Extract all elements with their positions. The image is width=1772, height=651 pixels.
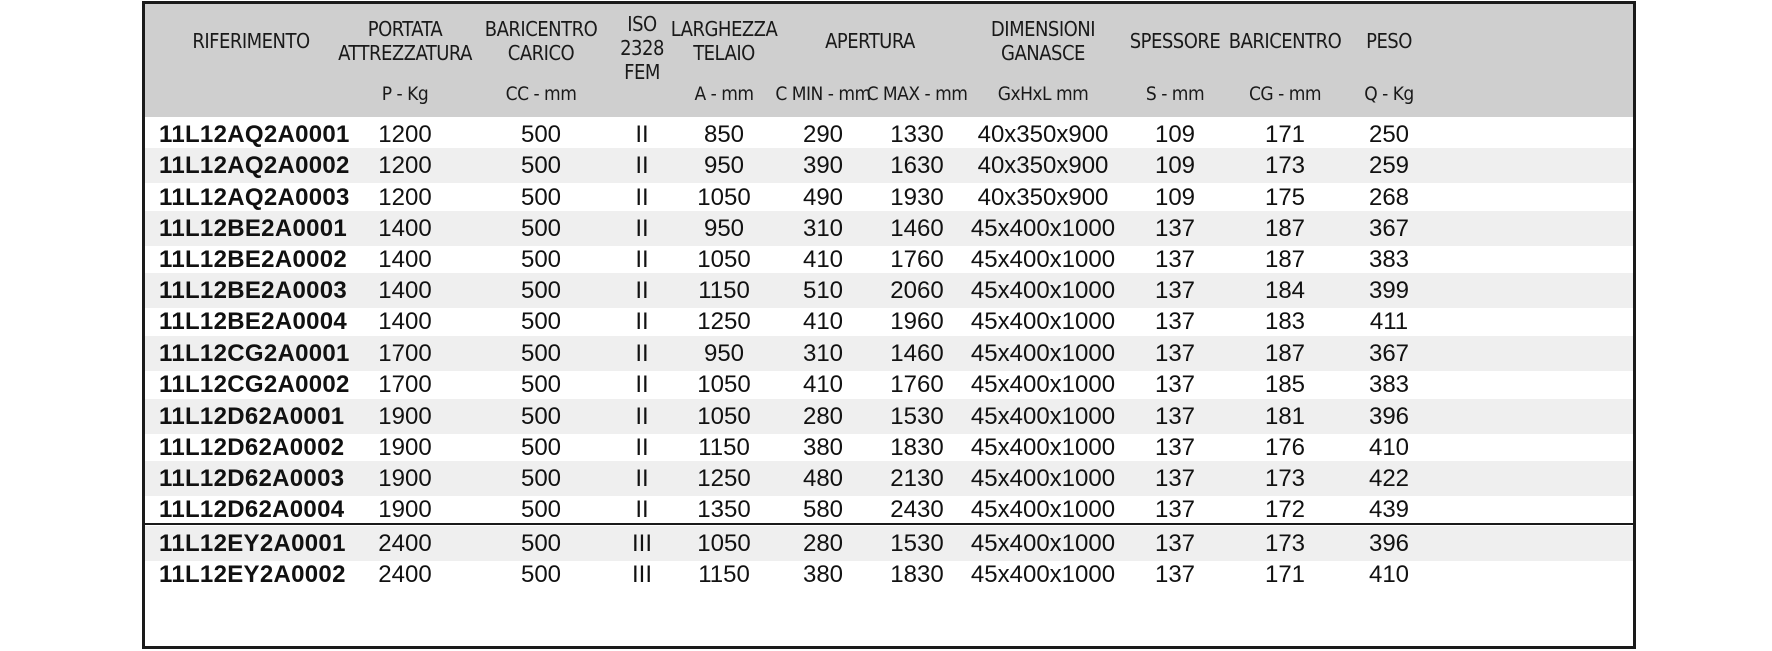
- cell-weight: 396: [1368, 402, 1410, 430]
- cell-center-of-gravity: 184: [1264, 276, 1306, 304]
- cell-iso-class: II: [635, 245, 649, 273]
- cell-center-of-gravity: 173: [1264, 529, 1306, 557]
- unit-weight: Q - Kg: [1364, 83, 1414, 105]
- table-row: [145, 242, 1633, 277]
- cell-reference: 11L12BE2A0001: [159, 214, 348, 242]
- header-thickness: SPESSORE: [1129, 29, 1221, 53]
- cell-center-of-gravity: 187: [1264, 245, 1306, 273]
- cell-opening-min: 380: [802, 433, 844, 461]
- cell-thickness: 137: [1154, 560, 1196, 588]
- cell-thickness: 137: [1154, 307, 1196, 335]
- cell-thickness: 137: [1154, 214, 1196, 242]
- cell-frame-width: 1250: [697, 307, 751, 335]
- cell-opening-min: 410: [802, 370, 844, 398]
- table-row: [145, 461, 1633, 496]
- table-row: [145, 492, 1633, 527]
- cell-jaw-dimensions: 45x400x1000: [970, 245, 1116, 273]
- cell-reference: 11L12BE2A0003: [159, 276, 348, 304]
- unit-capacity: P - Kg: [381, 83, 429, 105]
- unit-frame-width: A - mm: [694, 83, 754, 105]
- cell-jaw-dimensions: 45x400x1000: [970, 495, 1116, 523]
- cell-thickness: 137: [1154, 402, 1196, 430]
- cell-opening-min: 580: [802, 495, 844, 523]
- cell-weight: 250: [1368, 120, 1410, 148]
- cell-opening-max: 2430: [890, 495, 944, 523]
- cell-jaw-dimensions: 45x400x1000: [970, 214, 1116, 242]
- cell-jaw-dimensions: 40x350x900: [977, 183, 1109, 211]
- cell-thickness: 109: [1154, 151, 1196, 179]
- cell-capacity: 1900: [378, 464, 432, 492]
- table-row: [145, 273, 1633, 308]
- cell-iso-class: II: [635, 276, 649, 304]
- cell-weight: 383: [1368, 370, 1410, 398]
- cell-iso-class: II: [635, 339, 649, 367]
- cell-load-center: 500: [520, 276, 562, 304]
- cell-frame-width: 950: [703, 214, 745, 242]
- header-iso-class: ISO 2328 FEM: [620, 12, 664, 84]
- cell-opening-min: 280: [802, 529, 844, 557]
- cell-jaw-dimensions: 45x400x1000: [970, 339, 1116, 367]
- cell-capacity: 1400: [378, 214, 432, 242]
- cell-iso-class: III: [631, 560, 652, 588]
- table-row: [145, 430, 1633, 465]
- cell-load-center: 500: [520, 245, 562, 273]
- cell-jaw-dimensions: 45x400x1000: [970, 464, 1116, 492]
- cell-reference: 11L12EY2A0002: [159, 560, 346, 588]
- cell-thickness: 137: [1154, 370, 1196, 398]
- cell-frame-width: 1050: [697, 402, 751, 430]
- cell-center-of-gravity: 171: [1264, 120, 1306, 148]
- table-row: [145, 399, 1633, 434]
- cell-iso-class: II: [635, 120, 649, 148]
- cell-opening-min: 390: [802, 151, 844, 179]
- header-jaw-dimensions: DIMENSIONI GANASCE: [990, 17, 1096, 65]
- cell-load-center: 500: [520, 560, 562, 588]
- header-capacity: PORTATA ATTREZZATURA: [338, 17, 472, 65]
- cell-thickness: 109: [1154, 183, 1196, 211]
- cell-capacity: 1400: [378, 276, 432, 304]
- cell-thickness: 137: [1154, 464, 1196, 492]
- cell-capacity: 1400: [378, 245, 432, 273]
- cell-thickness: 137: [1154, 495, 1196, 523]
- cell-center-of-gravity: 185: [1264, 370, 1306, 398]
- cell-weight: 439: [1368, 495, 1410, 523]
- cell-iso-class: III: [631, 529, 652, 557]
- cell-reference: 11L12AQ2A0002: [159, 151, 350, 179]
- cell-iso-class: II: [635, 307, 649, 335]
- table-row: [145, 117, 1633, 152]
- cell-opening-max: 1330: [890, 120, 944, 148]
- cell-jaw-dimensions: 40x350x900: [977, 120, 1109, 148]
- cell-thickness: 137: [1154, 339, 1196, 367]
- cell-weight: 383: [1368, 245, 1410, 273]
- cell-capacity: 2400: [378, 529, 432, 557]
- cell-jaw-dimensions: 45x400x1000: [970, 402, 1116, 430]
- header-load-center: BARICENTRO CARICO: [484, 17, 598, 65]
- cell-capacity: 1700: [378, 339, 432, 367]
- cell-jaw-dimensions: 45x400x1000: [970, 529, 1116, 557]
- cell-center-of-gravity: 176: [1264, 433, 1306, 461]
- cell-jaw-dimensions: 45x400x1000: [970, 560, 1116, 588]
- cell-iso-class: II: [635, 214, 649, 242]
- cell-thickness: 137: [1154, 276, 1196, 304]
- cell-opening-min: 310: [802, 339, 844, 367]
- cell-opening-max: 2060: [890, 276, 944, 304]
- cell-center-of-gravity: 183: [1264, 307, 1306, 335]
- cell-jaw-dimensions: 40x350x900: [977, 151, 1109, 179]
- cell-capacity: 1900: [378, 495, 432, 523]
- cell-iso-class: II: [635, 370, 649, 398]
- cell-capacity: 1200: [378, 120, 432, 148]
- cell-capacity: 2400: [378, 560, 432, 588]
- cell-opening-min: 510: [802, 276, 844, 304]
- cell-load-center: 500: [520, 464, 562, 492]
- cell-frame-width: 950: [703, 339, 745, 367]
- cell-frame-width: 950: [703, 151, 745, 179]
- cell-center-of-gravity: 173: [1264, 151, 1306, 179]
- cell-frame-width: 1050: [697, 183, 751, 211]
- unit-opening-max: C MAX - mm: [866, 83, 968, 105]
- cell-thickness: 109: [1154, 120, 1196, 148]
- cell-thickness: 137: [1154, 245, 1196, 273]
- cell-center-of-gravity: 171: [1264, 560, 1306, 588]
- cell-opening-max: 1460: [890, 339, 944, 367]
- cell-opening-min: 280: [802, 402, 844, 430]
- cell-frame-width: 1150: [698, 433, 750, 461]
- cell-reference: 11L12AQ2A0003: [159, 183, 350, 211]
- cell-frame-width: 1150: [698, 560, 750, 588]
- cell-weight: 367: [1368, 339, 1410, 367]
- cell-load-center: 500: [520, 495, 562, 523]
- table-row: [145, 336, 1633, 371]
- cell-center-of-gravity: 175: [1264, 183, 1306, 211]
- group-divider: [145, 523, 1633, 525]
- cell-reference: 11L12BE2A0002: [159, 245, 348, 273]
- unit-opening-min: C MIN - mm: [775, 83, 871, 105]
- cell-frame-width: 1250: [697, 464, 751, 492]
- cell-opening-max: 1830: [890, 560, 944, 588]
- unit-jaw-dimensions: GxHxL mm: [997, 83, 1089, 105]
- table-row: [145, 526, 1633, 561]
- cell-frame-width: 1050: [697, 529, 751, 557]
- unit-center-of-gravity: CG - mm: [1248, 83, 1322, 105]
- cell-opening-max: 1930: [890, 183, 944, 211]
- table-row: [145, 367, 1633, 402]
- cell-opening-min: 480: [802, 464, 844, 492]
- cell-load-center: 500: [520, 214, 562, 242]
- cell-opening-min: 380: [802, 560, 844, 588]
- cell-capacity: 1400: [378, 307, 432, 335]
- cell-weight: 399: [1368, 276, 1410, 304]
- table-row: [145, 148, 1633, 183]
- cell-center-of-gravity: 181: [1264, 402, 1306, 430]
- cell-iso-class: II: [635, 433, 649, 461]
- cell-opening-max: 1760: [890, 370, 944, 398]
- cell-weight: 396: [1368, 529, 1410, 557]
- cell-frame-width: 850: [703, 120, 745, 148]
- table-row: [145, 304, 1633, 339]
- cell-center-of-gravity: 173: [1264, 464, 1306, 492]
- cell-weight: 367: [1368, 214, 1410, 242]
- cell-opening-min: 410: [802, 307, 844, 335]
- cell-opening-max: 1630: [890, 151, 944, 179]
- cell-opening-max: 1530: [890, 402, 944, 430]
- cell-load-center: 500: [520, 120, 562, 148]
- cell-frame-width: 1150: [698, 276, 750, 304]
- cell-iso-class: II: [635, 464, 649, 492]
- cell-frame-width: 1050: [697, 245, 751, 273]
- cell-load-center: 500: [520, 433, 562, 461]
- cell-capacity: 1900: [378, 433, 432, 461]
- cell-load-center: 500: [520, 370, 562, 398]
- cell-opening-max: 1530: [890, 529, 944, 557]
- cell-center-of-gravity: 187: [1264, 214, 1306, 242]
- cell-iso-class: II: [635, 402, 649, 430]
- cell-center-of-gravity: 187: [1264, 339, 1306, 367]
- cell-jaw-dimensions: 45x400x1000: [970, 307, 1116, 335]
- cell-iso-class: II: [635, 183, 649, 211]
- table-header: [145, 4, 1633, 117]
- cell-capacity: 1700: [378, 370, 432, 398]
- cell-weight: 422: [1368, 464, 1410, 492]
- cell-thickness: 137: [1154, 433, 1196, 461]
- cell-load-center: 500: [520, 529, 562, 557]
- spec-table: [142, 1, 1636, 649]
- cell-reference: 11L12CG2A0001: [159, 339, 350, 367]
- cell-opening-max: 1460: [890, 214, 944, 242]
- table-row: [145, 211, 1633, 246]
- cell-load-center: 500: [520, 151, 562, 179]
- cell-opening-min: 410: [802, 245, 844, 273]
- cell-reference: 11L12D62A0003: [159, 464, 345, 492]
- cell-weight: 410: [1368, 560, 1410, 588]
- cell-weight: 259: [1368, 151, 1410, 179]
- cell-reference: 11L12AQ2A0001: [159, 120, 350, 148]
- cell-reference: 11L12D62A0004: [159, 495, 345, 523]
- cell-reference: 11L12D62A0002: [159, 433, 345, 461]
- cell-capacity: 1900: [378, 402, 432, 430]
- cell-opening-min: 290: [802, 120, 844, 148]
- cell-jaw-dimensions: 45x400x1000: [970, 276, 1116, 304]
- cell-reference: 11L12D62A0001: [159, 402, 345, 430]
- cell-weight: 268: [1368, 183, 1410, 211]
- cell-opening-max: 1830: [890, 433, 944, 461]
- cell-weight: 411: [1369, 307, 1409, 335]
- cell-load-center: 500: [520, 339, 562, 367]
- cell-reference: 11L12CG2A0002: [159, 370, 350, 398]
- header-weight: PESO: [1366, 29, 1412, 53]
- cell-opening-max: 1760: [890, 245, 944, 273]
- cell-load-center: 500: [520, 402, 562, 430]
- cell-iso-class: II: [635, 151, 649, 179]
- cell-opening-min: 310: [802, 214, 844, 242]
- cell-iso-class: II: [635, 495, 649, 523]
- unit-load-center: CC - mm: [505, 83, 577, 105]
- cell-jaw-dimensions: 45x400x1000: [970, 370, 1116, 398]
- cell-center-of-gravity: 172: [1264, 495, 1306, 523]
- header-reference: RIFERIMENTO: [192, 29, 310, 53]
- cell-thickness: 137: [1154, 529, 1196, 557]
- header-opening: APERTURA: [825, 29, 915, 53]
- cell-reference: 11L12EY2A0001: [159, 529, 346, 557]
- table-row: [145, 557, 1633, 592]
- cell-weight: 410: [1368, 433, 1410, 461]
- cell-jaw-dimensions: 45x400x1000: [970, 433, 1116, 461]
- cell-frame-width: 1350: [697, 495, 751, 523]
- header-frame-width: LARGHEZZA TELAIO: [670, 17, 778, 65]
- header-center-of-gravity: BARICENTRO: [1228, 29, 1342, 53]
- table-row: [145, 180, 1633, 215]
- cell-frame-width: 1050: [697, 370, 751, 398]
- cell-reference: 11L12BE2A0004: [159, 307, 348, 335]
- cell-opening-max: 2130: [890, 464, 944, 492]
- unit-thickness: S - mm: [1145, 83, 1205, 105]
- cell-load-center: 500: [520, 307, 562, 335]
- cell-opening-min: 490: [802, 183, 844, 211]
- cell-load-center: 500: [520, 183, 562, 211]
- cell-capacity: 1200: [378, 151, 432, 179]
- cell-capacity: 1200: [378, 183, 432, 211]
- cell-opening-max: 1960: [890, 307, 944, 335]
